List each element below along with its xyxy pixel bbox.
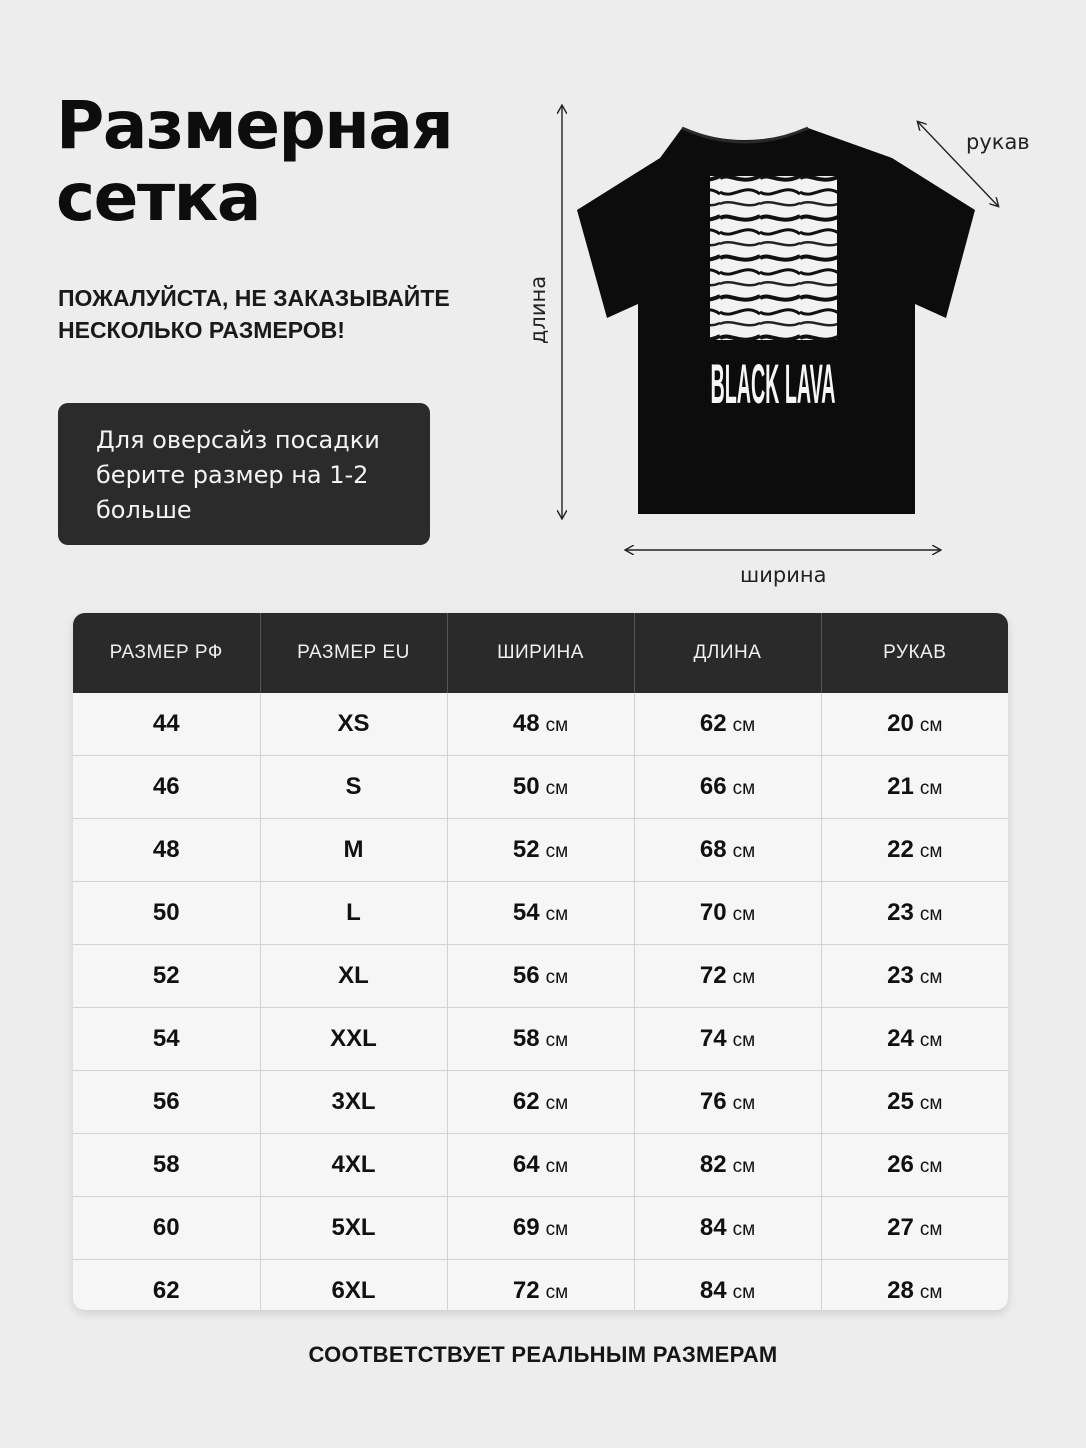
cell-value: 84: [699, 1277, 727, 1304]
cell-size-ru: [73, 1197, 260, 1260]
cell-size-eu: [260, 756, 447, 819]
cell-value: 54: [512, 899, 540, 926]
cell-value: 27: [887, 1214, 914, 1241]
cell-unit: см: [545, 904, 569, 925]
cell-value: 23: [887, 899, 914, 926]
header-sleeve: РУКАВ: [821, 613, 1008, 693]
size-table: [73, 613, 1008, 1310]
cell-unit: см: [545, 1219, 569, 1240]
cell-unit: см: [545, 778, 569, 799]
cell-length: [634, 1260, 821, 1311]
cell-width: [447, 1008, 634, 1071]
cell-unit: см: [545, 1156, 569, 1177]
table-row: [73, 1071, 1008, 1134]
size-table-container: [73, 613, 1008, 1310]
cell-value: 62: [152, 1277, 180, 1304]
cell-value: 70: [699, 899, 727, 926]
cell-width: [447, 1197, 634, 1260]
table-row: [73, 1260, 1008, 1311]
cell-value: 74: [699, 1025, 727, 1052]
oversize-note: Для оверсайз посадки берите размер на 1-2 больше: [58, 403, 430, 545]
cell-value: 48: [152, 836, 180, 863]
cell-value: 52: [152, 962, 180, 989]
cell-size-eu: [260, 1008, 447, 1071]
cell-size-eu: [260, 819, 447, 882]
cell-size-ru: [73, 882, 260, 945]
cell-length: [634, 1071, 821, 1134]
table-row: [73, 819, 1008, 882]
title-line-2: сетка: [56, 159, 260, 236]
cell-unit: см: [545, 1093, 569, 1114]
cell-value: M: [343, 836, 364, 863]
sleeve-label: рукав: [966, 130, 1030, 154]
cell-value: 58: [152, 1151, 180, 1178]
table-body: [73, 693, 1008, 1310]
cell-unit: см: [919, 967, 943, 988]
cell-value: XS: [337, 710, 370, 737]
cell-value: 48: [512, 710, 540, 737]
cell-size-ru: [73, 1008, 260, 1071]
cell-sleeve: [821, 1008, 1008, 1071]
cell-value: 72: [512, 1277, 540, 1304]
cell-value: 5XL: [331, 1214, 376, 1241]
cell-unit: см: [919, 1030, 943, 1051]
cell-unit: см: [732, 1282, 756, 1303]
table-row: [73, 945, 1008, 1008]
table-row: [73, 882, 1008, 945]
cell-unit: см: [545, 1282, 569, 1303]
cell-sleeve: [821, 819, 1008, 882]
page-title: [56, 87, 453, 236]
cell-sleeve: [821, 882, 1008, 945]
cell-value: 3XL: [331, 1088, 376, 1115]
cell-value: 26: [887, 1151, 914, 1178]
cell-value: S: [345, 773, 362, 800]
cell-value: 68: [699, 836, 727, 863]
cell-value: 22: [887, 836, 914, 863]
cell-value: 56: [512, 962, 540, 989]
cell-value: 50: [152, 899, 180, 926]
cell-value: 64: [512, 1151, 540, 1178]
cell-size-eu: [260, 945, 447, 1008]
cell-size-eu: [260, 882, 447, 945]
cell-unit: см: [732, 841, 756, 862]
cell-unit: см: [732, 1030, 756, 1051]
cell-unit: см: [545, 715, 569, 736]
cell-width: [447, 819, 634, 882]
cell-unit: см: [545, 841, 569, 862]
cell-value: 54: [152, 1025, 180, 1052]
cell-value: 62: [699, 710, 727, 737]
cell-length: [634, 1134, 821, 1197]
cell-width: [447, 1071, 634, 1134]
cell-unit: см: [919, 778, 943, 799]
cell-sleeve: [821, 1260, 1008, 1311]
cell-value: 56: [152, 1088, 180, 1115]
cell-sleeve: [821, 1134, 1008, 1197]
cell-value: 62: [512, 1088, 540, 1115]
table-header-row: [73, 613, 1008, 693]
cell-size-eu: [260, 1197, 447, 1260]
header-size-eu: РАЗМЕР EU: [260, 613, 447, 693]
cell-size-ru: [73, 819, 260, 882]
cell-width: [447, 945, 634, 1008]
cell-length: [634, 882, 821, 945]
cell-length: [634, 756, 821, 819]
footer-note: СООТВЕТСТВУЕТ РЕАЛЬНЫМ РАЗМЕРАМ: [308, 1342, 778, 1367]
cell-width: [447, 693, 634, 756]
cell-size-eu: [260, 1071, 447, 1134]
cell-value: 69: [512, 1214, 540, 1241]
cell-value: 6XL: [331, 1277, 376, 1304]
warning-line-1: ПОЖАЛУЙСТА, НЕ ЗАКАЗЫВАЙТЕ: [58, 285, 450, 311]
cell-value: 60: [152, 1214, 180, 1241]
title-line-1: Размерная: [56, 87, 453, 164]
length-label: длина: [526, 275, 550, 345]
cell-size-ru: [73, 945, 260, 1008]
table-row: [73, 1008, 1008, 1071]
cell-value: 44: [152, 710, 180, 737]
cell-size-eu: [260, 1260, 447, 1311]
cell-size-ru: [73, 1260, 260, 1311]
table-row: [73, 1197, 1008, 1260]
cell-sleeve: [821, 945, 1008, 1008]
cell-size-eu: [260, 1134, 447, 1197]
width-label: ширина: [740, 563, 827, 587]
cell-value: 76: [699, 1088, 727, 1115]
cell-length: [634, 1008, 821, 1071]
cell-size-ru: [73, 1134, 260, 1197]
cell-size-ru: [73, 756, 260, 819]
cell-length: [634, 819, 821, 882]
cell-size-ru: [73, 1071, 260, 1134]
table-row: [73, 1134, 1008, 1197]
table-row: [73, 756, 1008, 819]
cell-sleeve: [821, 1071, 1008, 1134]
cell-value: L: [346, 899, 361, 926]
print-text: BLACK LAVA: [710, 352, 836, 415]
cell-value: 25: [887, 1088, 914, 1115]
table-row: [73, 693, 1008, 756]
cell-length: [634, 945, 821, 1008]
cell-value: 50: [512, 773, 540, 800]
cell-value: 28: [887, 1277, 914, 1304]
cell-unit: см: [919, 841, 943, 862]
warning-line-2: НЕСКОЛЬКО РАЗМЕРОВ!: [58, 317, 345, 343]
cell-unit: см: [919, 1282, 943, 1303]
cell-value: 46: [152, 773, 180, 800]
cell-value: XXL: [330, 1025, 377, 1052]
cell-value: 24: [887, 1025, 914, 1052]
cell-value: 20: [887, 710, 914, 737]
cell-value: 84: [699, 1214, 727, 1241]
cell-unit: см: [919, 904, 943, 925]
cell-unit: см: [545, 1030, 569, 1051]
cell-unit: см: [732, 904, 756, 925]
cell-unit: см: [919, 1093, 943, 1114]
cell-value: 21: [887, 773, 914, 800]
header-length: ДЛИНА: [634, 613, 821, 693]
cell-unit: см: [545, 967, 569, 988]
cell-width: [447, 1260, 634, 1311]
cell-unit: см: [919, 1156, 943, 1177]
tshirt-illustration: [520, 90, 1060, 600]
cell-unit: см: [732, 1219, 756, 1240]
cell-sleeve: [821, 1197, 1008, 1260]
cell-width: [447, 882, 634, 945]
cell-width: [447, 756, 634, 819]
tshirt-diagram: [520, 90, 1060, 600]
order-warning: [58, 282, 498, 346]
cell-value: 4XL: [331, 1151, 376, 1178]
cell-value: 23: [887, 962, 914, 989]
cell-length: [634, 1197, 821, 1260]
cell-length: [634, 693, 821, 756]
cell-unit: см: [732, 1093, 756, 1114]
cell-unit: см: [919, 1219, 943, 1240]
cell-unit: см: [732, 778, 756, 799]
cell-size-ru: [73, 693, 260, 756]
cell-unit: см: [919, 715, 943, 736]
cell-value: XL: [338, 962, 369, 989]
cell-unit: см: [732, 715, 756, 736]
cell-sleeve: [821, 756, 1008, 819]
cell-unit: см: [732, 967, 756, 988]
cell-value: 72: [699, 962, 727, 989]
cell-value: 52: [512, 836, 540, 863]
cell-value: 66: [699, 773, 727, 800]
header-size-ru: РАЗМЕР РФ: [73, 613, 260, 693]
cell-size-eu: [260, 693, 447, 756]
cell-value: 58: [512, 1025, 540, 1052]
cell-width: [447, 1134, 634, 1197]
cell-unit: см: [732, 1156, 756, 1177]
cell-value: 82: [699, 1151, 727, 1178]
cell-sleeve: [821, 693, 1008, 756]
header-width: ШИРИНА: [447, 613, 634, 693]
